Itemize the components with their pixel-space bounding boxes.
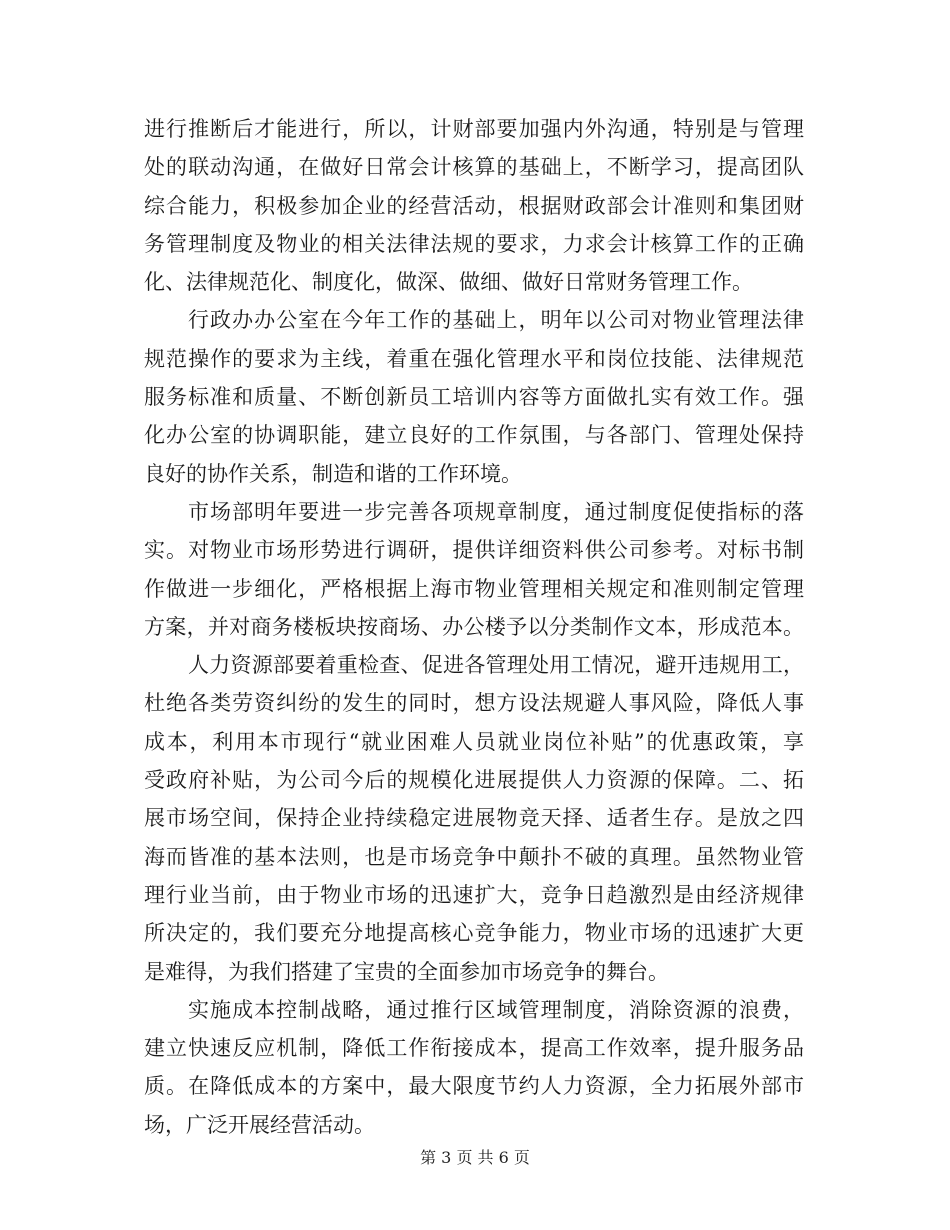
text-line: 行政办办公室在今年工作的基础上，明年以公司对物业管理法律 xyxy=(188,308,804,333)
text-line: 方案，并对商务楼板块按商场、办公楼予以分类制作文本，形成范本。 xyxy=(144,614,804,639)
text-line: 实施成本控制战略，通过推行区域管理制度，消除资源的浪费， xyxy=(188,997,804,1022)
text-line: 良好的协作关系，制造和谐的工作环境。 xyxy=(144,461,522,486)
text-line: 处的联动沟通，在做好日常会计核算的基础上，不断学习，提高团队 xyxy=(144,155,804,180)
text-line: 杜绝各类劳资纠纷的发生的同时，想方设法规避人事风险，降低人事 xyxy=(144,691,804,716)
text-line: 场，广泛开展经营活动。 xyxy=(144,1112,375,1137)
text-line: 服务标准和质量、不断创新员工培训内容等方面做扎实有效工作。强 xyxy=(144,385,804,410)
text-line: 成本，利用本市现行“就业困难人员就业岗位补贴”的优惠政策，享 xyxy=(144,729,804,754)
page-number: 第 3 页 共 6 页 xyxy=(420,1148,530,1167)
text-line: 务管理制度及物业的相关法律法规的要求，力求会计核算工作的正确 xyxy=(144,231,804,256)
text-line: 作做进一步细化，严格根据上海市物业管理相关规定和准则制定管理 xyxy=(144,576,804,601)
text-line: 所决定的，我们要充分地提高核心竞争能力，物业市场的迅速扩大更 xyxy=(144,921,804,946)
paragraph-finance xyxy=(144,110,804,301)
text-line: 规范操作的要求为主线，着重在强化管理水平和岗位技能、法律规范 xyxy=(144,346,804,371)
paragraph-cost-control xyxy=(144,991,804,1144)
text-line: 实。对物业市场形势进行调研，提供详细资料供公司参考。对标书制 xyxy=(144,538,804,563)
text-line: 理行业当前，由于物业市场的迅速扩大，竞争日趋激烈是由经济规律 xyxy=(144,882,804,907)
paragraph-marketing xyxy=(144,493,804,646)
text-line: 市场部明年要进一步完善各项规章制度，通过制度促使指标的落 xyxy=(188,499,804,524)
paragraph-human-resources xyxy=(144,646,804,991)
text-line: 展市场空间，保持企业持续稳定进展物竞天择、适者生存。是放之四 xyxy=(144,806,804,831)
text-line: 建立快速反应机制，降低工作衔接成本，提高工作效率，提升服务品 xyxy=(144,1036,804,1061)
text-line: 受政府补贴，为公司今后的规模化进展提供人力资源的保障。二、拓 xyxy=(144,768,804,793)
text-line: 进行推断后才能进行，所以，计财部要加强内外沟通，特别是与管理 xyxy=(144,117,804,141)
paragraph-admin-office xyxy=(144,301,804,492)
text-line: 化、法律规范化、制度化，做深、做细、做好日常财务管理工作。 xyxy=(144,270,753,295)
document-body xyxy=(144,110,804,1144)
text-line: 化办公室的协调职能，建立良好的工作氛围，与各部门、管理处保持 xyxy=(144,423,804,448)
text-line: 人力资源部要着重检查、促进各管理处用工情况，避开违规用工， xyxy=(188,653,804,678)
text-line: 质。在降低成本的方案中，最大限度节约人力资源，全力拓展外部市 xyxy=(144,1074,804,1099)
text-line: 综合能力，积极参加企业的经营活动，根据财政部会计准则和集团财 xyxy=(144,193,804,218)
text-line: 是难得，为我们搭建了宝贵的全面参加市场竞争的舞台。 xyxy=(144,959,669,984)
text-line: 海而皆准的基本法则，也是市场竞争中颠扑不破的真理。虽然物业管 xyxy=(144,844,804,869)
